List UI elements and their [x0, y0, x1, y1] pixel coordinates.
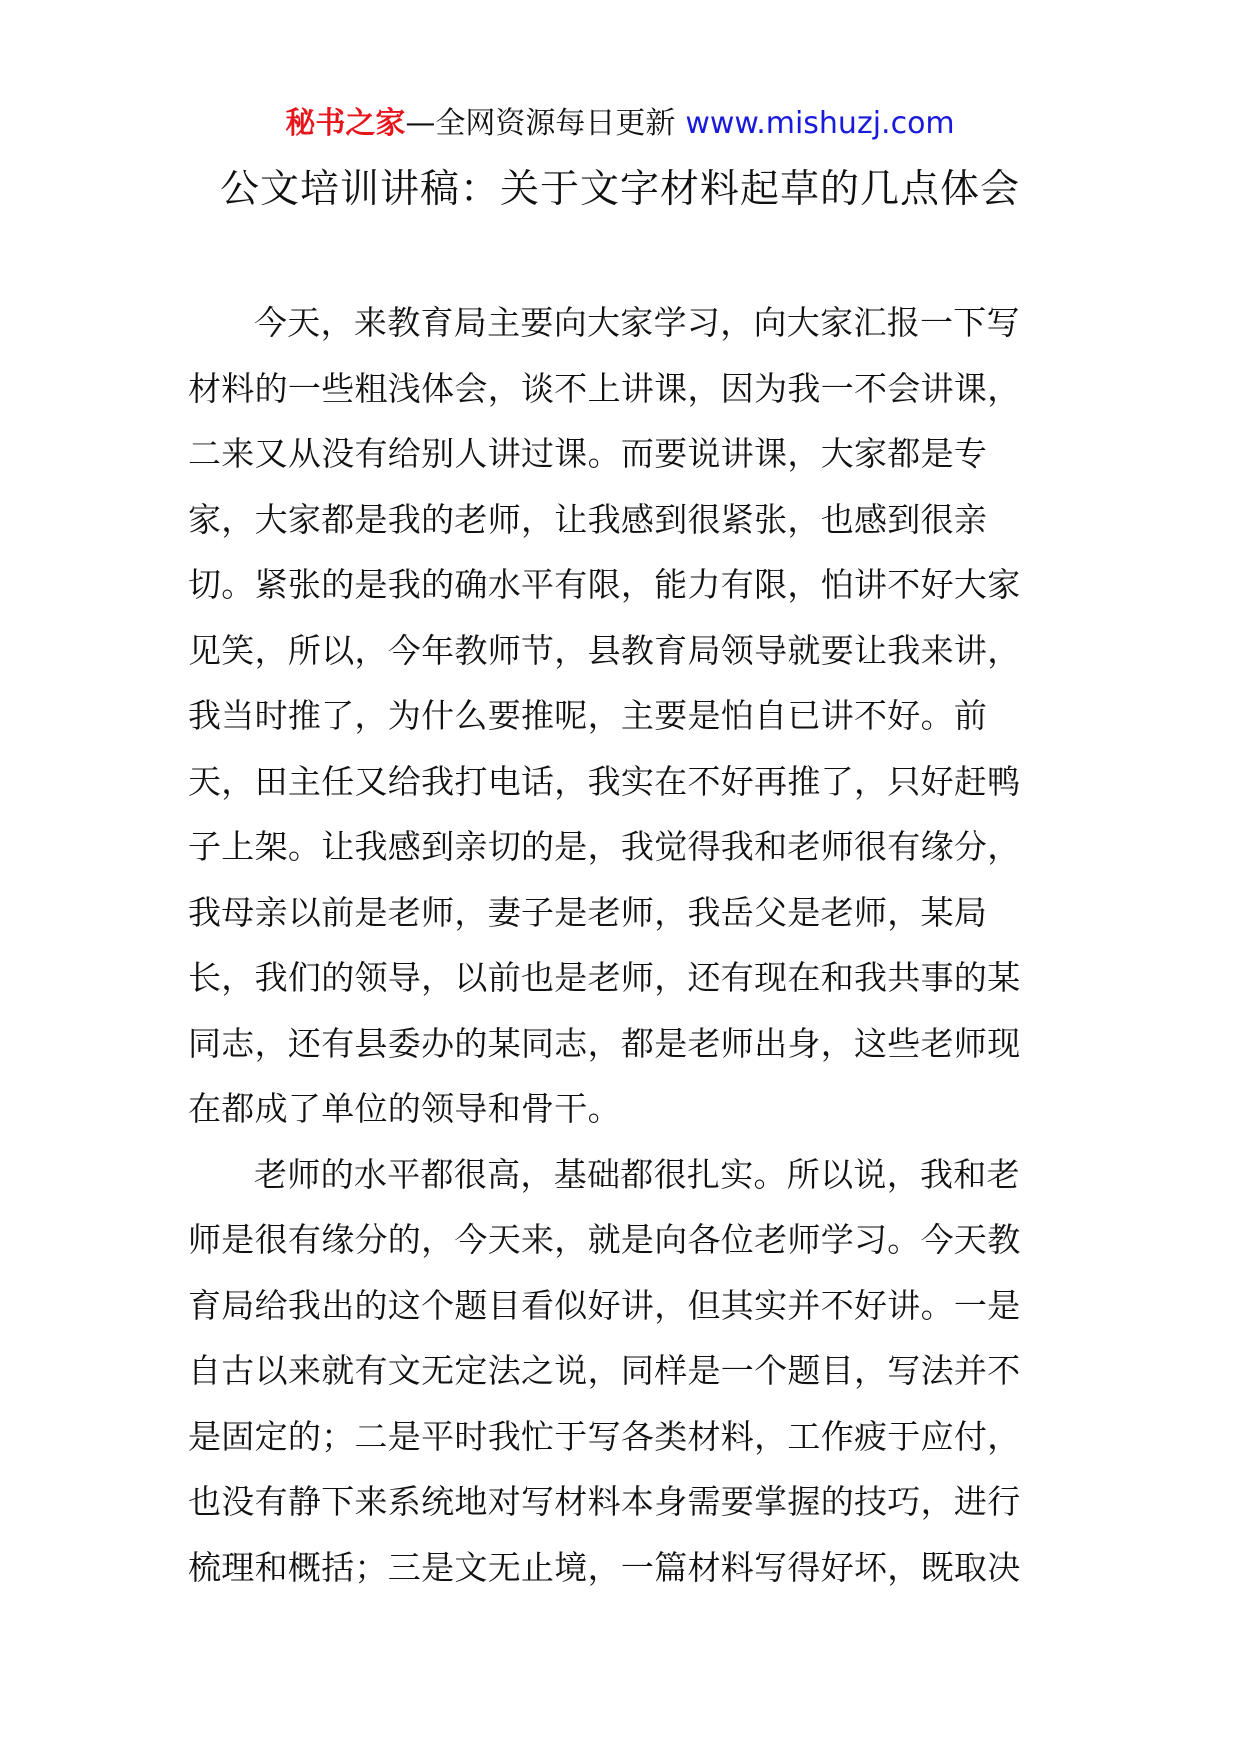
text-line: 见笑，所以，今年教师节，县教育局领导就要让我来讲，: [188, 630, 1021, 670]
text-line: 老师的水平都很高，基础都很扎实。所以说，我和老: [254, 1154, 1020, 1194]
site-header: [0, 102, 1240, 146]
site-tagline: —全网资源每日更新: [405, 106, 676, 141]
text-line: 长，我们的领导，以前也是老师，还有现在和我共事的某: [188, 958, 1021, 997]
text-line: 师是很有缘分的，今天来，就是向各位老师学习。今天教: [188, 1220, 1021, 1259]
paragraph-1: [188, 290, 1054, 1142]
text-line: 是固定的；二是平时我忙于写各类材料，工作疲于应付，: [188, 1416, 1021, 1456]
paragraph-2: [188, 1142, 1054, 1601]
text-line: 梳理和概括；三是文无止境，一篇材料写得好坏，既取决: [188, 1547, 1021, 1587]
document-body: [188, 290, 1054, 1600]
text-line: 家，大家都是我的老师，让我感到很紧张，也感到很亲: [188, 499, 988, 539]
text-line: 也没有静下来系统地对写材料本身需要掌握的技巧，进行: [188, 1482, 1021, 1521]
text-line: 材料的一些粗浅体会，谈不上讲课，因为我一不会讲课，: [188, 368, 1021, 408]
text-line: 二来又从没有给别人讲过课。而要说讲课，大家都是专: [188, 434, 988, 473]
text-line: 天，田主任又给我打电话，我实在不好再推了，只好赶鸭: [188, 761, 1021, 801]
text-line: 今天，来教育局主要向大家学习，向大家汇报一下写: [254, 303, 1020, 342]
text-line: 我当时推了，为什么要推呢，主要是怕自已讲不好。前: [188, 696, 988, 735]
site-brand: 秘书之家: [285, 106, 406, 141]
text-line: 自古以来就有文无定法之说，同样是一个题目，写法并不: [188, 1351, 1021, 1390]
text-line: 子上架。让我感到亲切的是，我觉得我和老师很有缘分，: [188, 827, 1021, 866]
site-url-link[interactable]: www.mishuzj.com: [685, 106, 955, 141]
text-line: 在都成了单位的领导和骨干。: [188, 1089, 621, 1128]
text-line: 我母亲以前是老师，妻子是老师，我岳父是老师，某局: [188, 892, 988, 932]
text-line: 同志，还有县委办的某同志，都是老师出身，这些老师现: [188, 1023, 1021, 1063]
document-title: 公文培训讲稿：关于文字材料起草的几点体会: [219, 167, 1020, 212]
text-line: 切。紧张的是我的确水平有限，能力有限，怕讲不好大家: [188, 565, 1021, 604]
text-line: 育局给我出的这个题目看似好讲，但其实并不好讲。一是: [188, 1285, 1021, 1325]
